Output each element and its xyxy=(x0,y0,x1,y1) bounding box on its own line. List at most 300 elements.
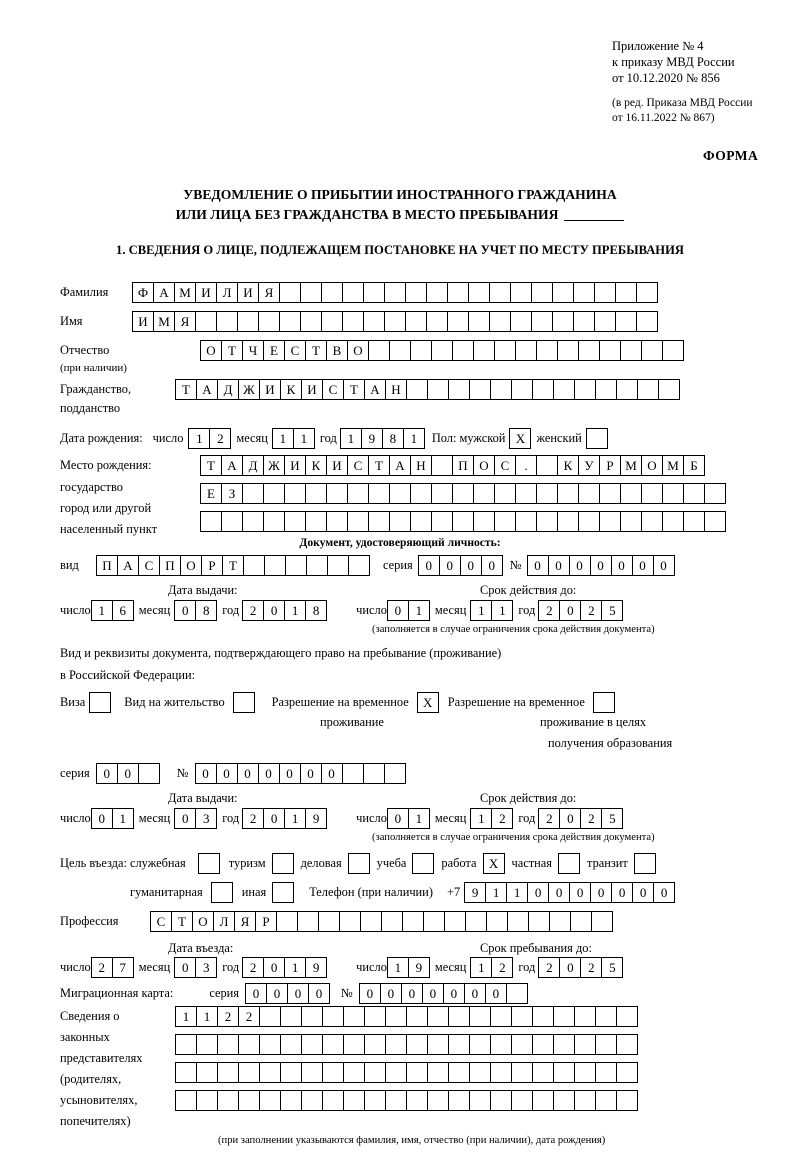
cell[interactable]: А xyxy=(221,455,243,476)
cell[interactable]: 1 xyxy=(491,600,513,621)
sex-male-checkbox[interactable] xyxy=(509,428,530,449)
cell[interactable] xyxy=(339,911,361,932)
cell[interactable]: 0 xyxy=(590,555,612,576)
cell[interactable] xyxy=(595,1034,617,1055)
cell[interactable] xyxy=(175,1062,197,1083)
cell[interactable]: И xyxy=(132,311,154,332)
cell[interactable] xyxy=(574,1006,596,1027)
cell[interactable]: 1 xyxy=(284,600,306,621)
cell[interactable]: 6 xyxy=(112,600,134,621)
cell[interactable] xyxy=(406,1062,428,1083)
cell[interactable] xyxy=(306,555,328,576)
cell[interactable] xyxy=(279,311,301,332)
cell[interactable] xyxy=(595,1006,617,1027)
cell[interactable] xyxy=(327,555,349,576)
cell[interactable] xyxy=(381,911,403,932)
cell[interactable] xyxy=(263,511,285,532)
legal-rep-row-2[interactable] xyxy=(175,1034,637,1055)
cell[interactable] xyxy=(468,282,490,303)
cell[interactable]: И xyxy=(259,379,281,400)
cell[interactable] xyxy=(426,282,448,303)
cell[interactable]: Ж xyxy=(263,455,285,476)
cell[interactable]: Л xyxy=(213,911,235,932)
cell[interactable]: 2 xyxy=(538,808,560,829)
cell[interactable]: 1 xyxy=(293,428,315,449)
purpose-transit-checkbox[interactable] xyxy=(634,853,655,874)
cell[interactable]: О xyxy=(180,555,202,576)
cell[interactable] xyxy=(599,483,621,504)
purpose-other-checkbox[interactable] xyxy=(272,882,293,903)
cell[interactable]: 3 xyxy=(195,808,217,829)
cell[interactable] xyxy=(511,1034,533,1055)
cell[interactable] xyxy=(364,1034,386,1055)
purpose-work-checkbox[interactable] xyxy=(483,853,504,874)
cell[interactable] xyxy=(285,555,307,576)
cell[interactable] xyxy=(616,1090,638,1111)
cell[interactable] xyxy=(616,1034,638,1055)
cell[interactable] xyxy=(557,483,579,504)
cell[interactable] xyxy=(620,511,642,532)
cell[interactable] xyxy=(511,379,533,400)
cell[interactable] xyxy=(389,340,411,361)
cell[interactable] xyxy=(280,1090,302,1111)
cell[interactable]: Д xyxy=(217,379,239,400)
cell[interactable] xyxy=(620,340,642,361)
patronymic-input[interactable] xyxy=(200,340,683,361)
phone-input[interactable] xyxy=(464,882,674,903)
cell[interactable]: И xyxy=(195,282,217,303)
cell[interactable]: Р xyxy=(201,555,223,576)
cell[interactable] xyxy=(385,1006,407,1027)
cell[interactable] xyxy=(641,340,663,361)
migration-series-input[interactable] xyxy=(245,983,329,1004)
cell[interactable] xyxy=(284,511,306,532)
cell[interactable]: 0 xyxy=(216,763,238,784)
cell[interactable] xyxy=(431,455,453,476)
cell[interactable]: О xyxy=(473,455,495,476)
purpose-business-checkbox[interactable] xyxy=(348,853,369,874)
cell[interactable] xyxy=(272,882,294,903)
cell[interactable] xyxy=(448,1006,470,1027)
cell[interactable]: 9 xyxy=(408,957,430,978)
cell[interactable] xyxy=(490,1090,512,1111)
cell[interactable] xyxy=(469,1034,491,1055)
cell[interactable] xyxy=(552,311,574,332)
cell[interactable]: О xyxy=(347,340,369,361)
cell[interactable]: 0 xyxy=(401,983,423,1004)
cell[interactable]: 1 xyxy=(284,808,306,829)
cell[interactable] xyxy=(510,282,532,303)
cell[interactable] xyxy=(511,1062,533,1083)
birth-day-input[interactable] xyxy=(188,428,230,449)
cell[interactable] xyxy=(662,483,684,504)
purpose-study-checkbox[interactable] xyxy=(412,853,433,874)
cell[interactable] xyxy=(616,1006,638,1027)
cell[interactable] xyxy=(300,282,322,303)
cell[interactable] xyxy=(427,379,449,400)
cell[interactable]: 0 xyxy=(308,983,330,1004)
cell[interactable] xyxy=(490,1034,512,1055)
cell[interactable]: 2 xyxy=(91,957,113,978)
cell[interactable]: 0 xyxy=(300,763,322,784)
cell[interactable] xyxy=(196,1062,218,1083)
entry-month-input[interactable] xyxy=(174,957,216,978)
cell[interactable] xyxy=(531,311,553,332)
cell[interactable] xyxy=(593,692,615,713)
cell[interactable] xyxy=(620,483,642,504)
cell[interactable]: С xyxy=(347,455,369,476)
cell[interactable] xyxy=(406,1006,428,1027)
cell[interactable] xyxy=(238,1034,260,1055)
cell[interactable] xyxy=(528,911,550,932)
cell[interactable] xyxy=(641,483,663,504)
cell[interactable] xyxy=(578,340,600,361)
cell[interactable]: 0 xyxy=(481,555,503,576)
cell[interactable] xyxy=(200,511,222,532)
cell[interactable]: 0 xyxy=(443,983,465,1004)
cell[interactable] xyxy=(447,282,469,303)
cell[interactable] xyxy=(259,1062,281,1083)
cell[interactable] xyxy=(704,511,726,532)
cell[interactable] xyxy=(348,555,370,576)
cell[interactable]: О xyxy=(200,340,222,361)
cell[interactable] xyxy=(595,1090,617,1111)
cell[interactable] xyxy=(342,282,364,303)
cell[interactable] xyxy=(423,911,445,932)
cell[interactable] xyxy=(473,483,495,504)
cell[interactable] xyxy=(195,311,217,332)
cell[interactable]: 2 xyxy=(242,808,264,829)
cell[interactable]: 2 xyxy=(580,600,602,621)
residence-checkbox[interactable] xyxy=(233,692,254,713)
cell[interactable]: Л xyxy=(216,282,238,303)
cell[interactable] xyxy=(276,911,298,932)
cell[interactable]: 0 xyxy=(279,763,301,784)
cell[interactable]: 2 xyxy=(242,600,264,621)
cell[interactable] xyxy=(536,340,558,361)
cell[interactable]: 0 xyxy=(464,983,486,1004)
birthplace-line-1[interactable] xyxy=(200,455,704,476)
cell[interactable] xyxy=(322,1006,344,1027)
cell[interactable] xyxy=(385,1034,407,1055)
cell[interactable] xyxy=(384,282,406,303)
cell[interactable] xyxy=(469,1062,491,1083)
cell[interactable]: М xyxy=(620,455,642,476)
cell[interactable]: 1 xyxy=(188,428,210,449)
cell[interactable]: 0 xyxy=(195,763,217,784)
cell[interactable] xyxy=(510,311,532,332)
cell[interactable] xyxy=(196,1034,218,1055)
cell[interactable]: 0 xyxy=(237,763,259,784)
cell[interactable] xyxy=(342,763,364,784)
cell[interactable]: С xyxy=(494,455,516,476)
permit-issue-day-input[interactable] xyxy=(91,808,133,829)
cell[interactable] xyxy=(549,911,571,932)
cell[interactable]: Т xyxy=(221,340,243,361)
cell[interactable] xyxy=(574,1090,596,1111)
cell[interactable]: З xyxy=(221,483,243,504)
cell[interactable]: 0 xyxy=(258,763,280,784)
cell[interactable] xyxy=(364,1006,386,1027)
cell[interactable]: 0 xyxy=(263,957,285,978)
cell[interactable] xyxy=(406,1034,428,1055)
cell[interactable]: 0 xyxy=(559,808,581,829)
cell[interactable] xyxy=(615,311,637,332)
cell[interactable] xyxy=(385,1090,407,1111)
surname-input[interactable] xyxy=(132,282,657,303)
cell[interactable] xyxy=(389,483,411,504)
cell[interactable]: 1 xyxy=(506,882,528,903)
cell[interactable] xyxy=(532,1034,554,1055)
cell[interactable] xyxy=(637,379,659,400)
cell[interactable]: 2 xyxy=(491,957,513,978)
cell[interactable] xyxy=(615,282,637,303)
cell[interactable] xyxy=(384,311,406,332)
cell[interactable] xyxy=(531,282,553,303)
cell[interactable]: 1 xyxy=(112,808,134,829)
cell[interactable]: П xyxy=(96,555,118,576)
cell[interactable]: 8 xyxy=(382,428,404,449)
cell[interactable] xyxy=(326,483,348,504)
cell[interactable]: Х xyxy=(509,428,531,449)
cell[interactable] xyxy=(511,1006,533,1027)
cell[interactable] xyxy=(242,511,264,532)
legal-rep-row-3[interactable] xyxy=(175,1062,637,1083)
cell[interactable] xyxy=(342,311,364,332)
cell[interactable] xyxy=(532,1090,554,1111)
cell[interactable]: 0 xyxy=(117,763,139,784)
cell[interactable]: М xyxy=(174,282,196,303)
cell[interactable] xyxy=(595,1062,617,1083)
cell[interactable] xyxy=(558,853,580,874)
cell[interactable]: . xyxy=(515,455,537,476)
cell[interactable] xyxy=(405,282,427,303)
cell[interactable]: 5 xyxy=(601,808,623,829)
cell[interactable]: 0 xyxy=(387,600,409,621)
cell[interactable] xyxy=(175,1090,197,1111)
cell[interactable]: 0 xyxy=(245,983,267,1004)
cell[interactable] xyxy=(238,1062,260,1083)
cell[interactable] xyxy=(599,511,621,532)
cell[interactable]: 2 xyxy=(242,957,264,978)
cell[interactable]: 0 xyxy=(321,763,343,784)
permit-issue-year-input[interactable] xyxy=(242,808,326,829)
cell[interactable]: 9 xyxy=(464,882,486,903)
cell[interactable] xyxy=(532,1062,554,1083)
cell[interactable] xyxy=(198,853,220,874)
stay-day-input[interactable] xyxy=(387,957,429,978)
cell[interactable]: 9 xyxy=(361,428,383,449)
doc-issue-month-input[interactable] xyxy=(174,600,216,621)
legal-rep-row-4[interactable] xyxy=(175,1090,637,1111)
cell[interactable] xyxy=(280,1034,302,1055)
cell[interactable]: Т xyxy=(305,340,327,361)
cell[interactable] xyxy=(452,483,474,504)
cell[interactable]: 1 xyxy=(340,428,362,449)
cell[interactable]: 0 xyxy=(485,983,507,1004)
cell[interactable]: Х xyxy=(483,853,505,874)
cell[interactable] xyxy=(536,511,558,532)
cell[interactable] xyxy=(683,511,705,532)
edu-residence-checkbox[interactable] xyxy=(593,692,614,713)
cell[interactable]: Я xyxy=(258,282,280,303)
cell[interactable]: 2 xyxy=(580,957,602,978)
cell[interactable] xyxy=(616,379,638,400)
cell[interactable]: 0 xyxy=(548,882,570,903)
cell[interactable] xyxy=(280,1006,302,1027)
cell[interactable]: 2 xyxy=(580,808,602,829)
doc-valid-month-input[interactable] xyxy=(470,600,512,621)
cell[interactable]: 9 xyxy=(305,808,327,829)
cell[interactable]: 2 xyxy=(217,1006,239,1027)
cell[interactable] xyxy=(489,282,511,303)
legal-rep-row-1[interactable] xyxy=(175,1006,637,1027)
cell[interactable] xyxy=(175,1034,197,1055)
cell[interactable] xyxy=(494,483,516,504)
cell[interactable] xyxy=(494,511,516,532)
cell[interactable]: Н xyxy=(410,455,432,476)
cell[interactable]: 0 xyxy=(380,983,402,1004)
cell[interactable] xyxy=(343,1062,365,1083)
cell[interactable] xyxy=(469,1006,491,1027)
cell[interactable]: Х xyxy=(417,692,439,713)
cell[interactable]: О xyxy=(641,455,663,476)
cell[interactable]: 0 xyxy=(527,555,549,576)
cell[interactable]: 1 xyxy=(196,1006,218,1027)
cell[interactable] xyxy=(322,1062,344,1083)
cell[interactable]: 0 xyxy=(359,983,381,1004)
purpose-service-checkbox[interactable] xyxy=(198,853,219,874)
cell[interactable] xyxy=(284,483,306,504)
cell[interactable]: 1 xyxy=(387,957,409,978)
entry-day-input[interactable] xyxy=(91,957,133,978)
doc-type-input[interactable] xyxy=(96,555,369,576)
cell[interactable] xyxy=(595,379,617,400)
cell[interactable] xyxy=(389,511,411,532)
cell[interactable] xyxy=(259,1090,281,1111)
cell[interactable] xyxy=(259,1034,281,1055)
cell[interactable] xyxy=(301,1006,323,1027)
cell[interactable]: 2 xyxy=(538,957,560,978)
cell[interactable] xyxy=(347,483,369,504)
cell[interactable] xyxy=(384,763,406,784)
cell[interactable] xyxy=(452,511,474,532)
cell[interactable]: 0 xyxy=(266,983,288,1004)
permit-number-input[interactable] xyxy=(195,763,405,784)
purpose-private-checkbox[interactable] xyxy=(558,853,579,874)
cell[interactable] xyxy=(553,1062,575,1083)
cell[interactable]: 0 xyxy=(611,882,633,903)
cell[interactable] xyxy=(452,340,474,361)
cell[interactable] xyxy=(683,483,705,504)
cell[interactable] xyxy=(594,282,616,303)
cell[interactable] xyxy=(196,1090,218,1111)
cell[interactable] xyxy=(402,911,424,932)
cell[interactable]: В xyxy=(326,340,348,361)
cell[interactable] xyxy=(321,282,343,303)
doc-number-input[interactable] xyxy=(527,555,674,576)
cell[interactable] xyxy=(211,882,233,903)
cell[interactable]: Я xyxy=(234,911,256,932)
cell[interactable]: 0 xyxy=(590,882,612,903)
cell[interactable] xyxy=(427,1062,449,1083)
cell[interactable]: Р xyxy=(599,455,621,476)
cell[interactable] xyxy=(348,853,370,874)
cell[interactable]: 0 xyxy=(632,882,654,903)
cell[interactable]: К xyxy=(280,379,302,400)
sex-female-checkbox[interactable] xyxy=(586,428,607,449)
cell[interactable]: 1 xyxy=(470,600,492,621)
cell[interactable] xyxy=(511,1090,533,1111)
doc-series-input[interactable] xyxy=(418,555,502,576)
cell[interactable]: 0 xyxy=(387,808,409,829)
cell[interactable] xyxy=(406,1090,428,1111)
cell[interactable] xyxy=(574,379,596,400)
temp-residence-checkbox[interactable] xyxy=(417,692,438,713)
cell[interactable] xyxy=(385,1062,407,1083)
cell[interactable]: 0 xyxy=(460,555,482,576)
cell[interactable]: С xyxy=(138,555,160,576)
cell[interactable]: 0 xyxy=(548,555,570,576)
cell[interactable] xyxy=(586,428,608,449)
profession-input[interactable] xyxy=(150,911,612,932)
cell[interactable] xyxy=(364,1090,386,1111)
cell[interactable] xyxy=(578,511,600,532)
cell[interactable] xyxy=(594,311,616,332)
cell[interactable] xyxy=(368,483,390,504)
cell[interactable]: И xyxy=(237,282,259,303)
cell[interactable]: И xyxy=(326,455,348,476)
cell[interactable] xyxy=(305,511,327,532)
cell[interactable] xyxy=(280,1062,302,1083)
cell[interactable] xyxy=(410,483,432,504)
cell[interactable] xyxy=(318,911,340,932)
cell[interactable]: 0 xyxy=(632,555,654,576)
cell[interactable] xyxy=(553,379,575,400)
cell[interactable]: 8 xyxy=(305,600,327,621)
cell[interactable] xyxy=(217,1090,239,1111)
cell[interactable] xyxy=(343,1090,365,1111)
cell[interactable]: Ж xyxy=(238,379,260,400)
cell[interactable]: М xyxy=(153,311,175,332)
cell[interactable]: 0 xyxy=(559,600,581,621)
cell[interactable] xyxy=(573,282,595,303)
cell[interactable] xyxy=(641,511,663,532)
cell[interactable] xyxy=(272,853,294,874)
cell[interactable]: А xyxy=(117,555,139,576)
cell[interactable]: 7 xyxy=(112,957,134,978)
permit-valid-day-input[interactable] xyxy=(387,808,429,829)
cell[interactable]: 0 xyxy=(527,882,549,903)
cell[interactable]: 3 xyxy=(195,957,217,978)
cell[interactable] xyxy=(89,692,111,713)
cell[interactable]: А xyxy=(196,379,218,400)
cell[interactable] xyxy=(297,911,319,932)
cell[interactable]: 1 xyxy=(272,428,294,449)
cell[interactable] xyxy=(347,511,369,532)
cell[interactable] xyxy=(553,1006,575,1027)
cell[interactable]: Т xyxy=(368,455,390,476)
cell[interactable] xyxy=(506,983,528,1004)
cell[interactable] xyxy=(279,282,301,303)
cell[interactable] xyxy=(321,311,343,332)
cell[interactable] xyxy=(405,311,427,332)
cell[interactable] xyxy=(233,692,255,713)
cell[interactable]: Е xyxy=(200,483,222,504)
cell[interactable] xyxy=(658,379,680,400)
cell[interactable]: 2 xyxy=(238,1006,260,1027)
cell[interactable] xyxy=(322,1090,344,1111)
